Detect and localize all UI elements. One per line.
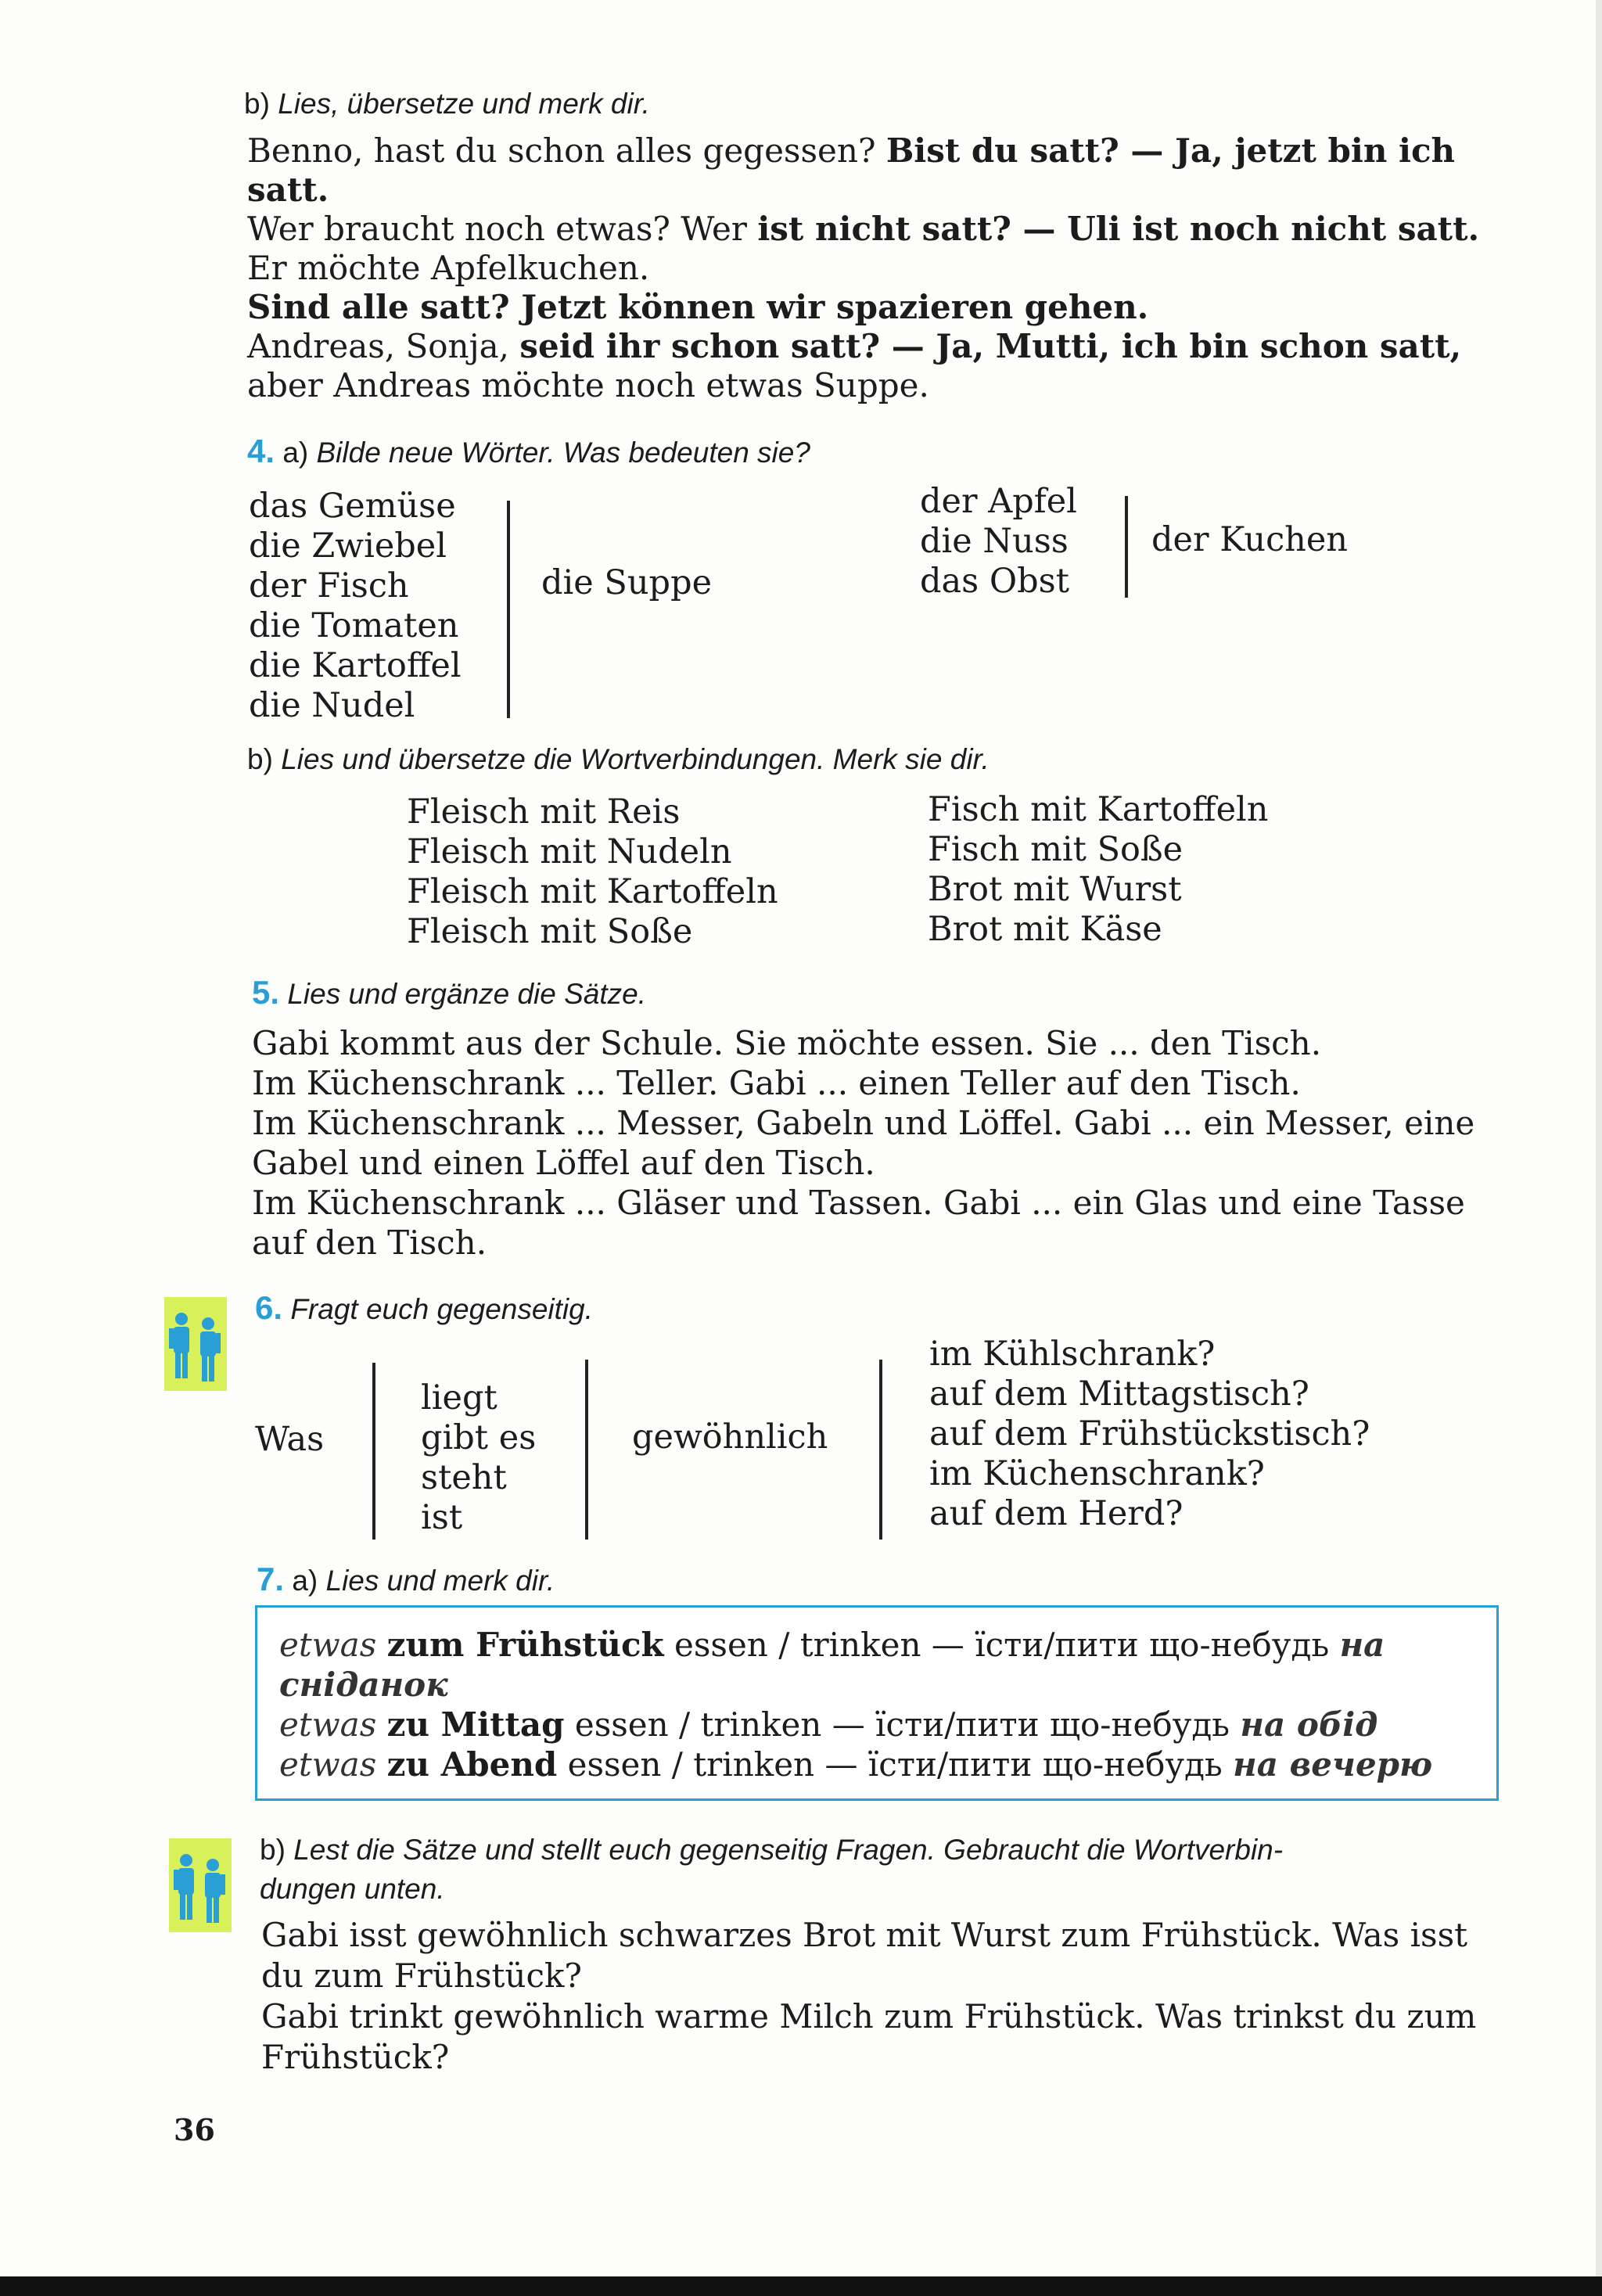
word-item: die Tomaten [249, 606, 459, 645]
verb-item: steht [421, 1458, 507, 1497]
word-list-right [920, 482, 1077, 602]
phrase-item: Fleisch mit Nudeln [407, 832, 732, 871]
divider [1125, 496, 1128, 598]
phrase-item: Brot mit Käse [928, 910, 1162, 949]
exercise-number: 7. [257, 1561, 285, 1597]
text-line: Gabel und einen Löffel auf den Tisch. [252, 1144, 875, 1182]
text-line: Andreas, Sonja, seid ihr schon satt? — Ja, Mutti, ich bin schon satt, [247, 327, 1462, 365]
vocab-line-breakfast: etwas zum Frühstück essen / trinken — їсти/пити що-небудь на [279, 1626, 1385, 1664]
exercise-3b-instruction: b) Lies, übersetze und merk dir. [244, 88, 650, 120]
text-line: du zum Frühstück? [261, 1956, 582, 1995]
divider [372, 1363, 375, 1540]
compound-target-kuchen: der Kuchen [1151, 520, 1348, 559]
divider [507, 501, 510, 718]
exercise-7b-instruction: b) Lest die Sätze und stellt euch gegenseitig Fragen. Gebraucht die Wortverbin- dungen unten. [260, 1834, 1284, 1905]
phrase-list-left [407, 792, 778, 952]
exercise-7-instruction: 7. a) Lies und merk dir. [257, 1561, 555, 1597]
word-item: der Apfel [920, 482, 1077, 521]
text-line: Wer braucht noch etwas? Wer ist nicht satt? — Uli ist noch nicht satt. [247, 210, 1480, 248]
exercise-5-instruction: 5. Lies und ergänze die Sätze. [252, 974, 647, 1011]
exercise-5-text [252, 1023, 1474, 1263]
exercise-4b-instruction: b) Lies und übersetze die Wortverbindungen. Merk sie dir. [247, 743, 990, 775]
text-line: Frühstück? [261, 2038, 450, 2076]
text-line: aber Andreas möchte noch etwas Suppe. [247, 366, 929, 404]
word-item: die Nuss [920, 522, 1069, 561]
location-item: auf dem Frühstückstisch? [929, 1414, 1370, 1453]
divider [585, 1360, 588, 1540]
text-line: Gabi trinkt gewöhnlich warme Milch zum Frühstück. Was trinkst du zum [261, 1997, 1477, 2035]
text-line: Gabi kommt aus der Schule. Sie möchte essen. Sie ... den Tisch. [252, 1024, 1322, 1062]
pair-work-icon [169, 1838, 232, 1932]
location-item: im Kühlschrank? [929, 1335, 1216, 1374]
text-line: Er möchte Apfelkuchen. [247, 249, 650, 287]
divider [879, 1360, 882, 1540]
location-item: auf dem Mittagstisch? [929, 1374, 1309, 1414]
text-line: Im Küchenschrank ... Messer, Gabeln und Löffel. Gabi ... ein Messer, eine [252, 1104, 1475, 1142]
page-edge [1596, 0, 1602, 2296]
adverb: gewöhnlich [632, 1417, 828, 1457]
phrase-item: Fleisch mit Soße [407, 912, 693, 951]
vocab-line-lunch: etwas zu Mittag essen / trinken — їсти/пити що-небудь на обід [279, 1705, 1378, 1744]
verb-item: liegt [421, 1378, 497, 1417]
word-item: die Zwiebel [249, 526, 447, 566]
exercise-number: 6. [255, 1289, 283, 1326]
word-item: das Obst [920, 562, 1070, 601]
vocab-line-breakfast-cont: сніданок [279, 1665, 448, 1704]
phrase-list-right [928, 790, 1269, 950]
exercise-number: 5. [252, 974, 280, 1011]
word-list-left [249, 487, 462, 726]
word-item: der Fisch [249, 566, 409, 605]
location-item: im Küchenschrank? [929, 1454, 1265, 1493]
text-line: Gabi isst gewöhnlich schwarzes Brot mit Wurst zum Frühstück. Was isst [261, 1916, 1468, 1954]
pair-work-icon [164, 1297, 227, 1391]
scan-border [0, 2276, 1602, 2296]
compound-target-suppe: die Suppe [541, 563, 713, 602]
location-item: auf dem Herd? [929, 1494, 1184, 1533]
exercise-7b-text [261, 1915, 1476, 2078]
exercise-number: 4. [247, 433, 275, 469]
page-number: 36 [174, 2112, 215, 2147]
vocab-line-dinner: etwas zu Abend essen / trinken — їсти/пити що-небудь на вечерю [279, 1745, 1433, 1784]
location-list [929, 1335, 1370, 1534]
question-word: Was [255, 1420, 325, 1459]
text-line: Im Küchenschrank ... Gläser und Tassen. Gabi ... ein Glas und eine Tasse [252, 1184, 1465, 1222]
verb-item: gibt es [421, 1418, 537, 1457]
word-item: das Gemüse [249, 487, 456, 526]
word-item: die Kartoffel [249, 646, 462, 685]
exercise-6-instruction: 6. Fragt euch gegenseitig. [255, 1289, 594, 1326]
exercise-4-instruction: 4. a) Bilde neue Wörter. Was bedeuten sie? [247, 433, 810, 469]
phrase-item: Fleisch mit Kartoffeln [407, 872, 778, 911]
text-line: Benno, hast du schon alles gegessen? Bist du satt? — Ja, jetzt bin ich [247, 131, 1456, 170]
word-item: die Nudel [249, 686, 415, 725]
phrase-item: Fleisch mit Reis [407, 792, 681, 832]
text-line: Sind alle satt? Jetzt können wir spazieren gehen. [247, 288, 1149, 326]
verb-list [421, 1378, 536, 1538]
phrase-item: Fisch mit Kartoffeln [928, 790, 1269, 829]
vocabulary-box [255, 1605, 1499, 1801]
text-line: satt. [247, 171, 329, 209]
phrase-item: Fisch mit Soße [928, 830, 1184, 869]
verb-item: ist [421, 1498, 463, 1537]
text-line: auf den Tisch. [252, 1223, 487, 1262]
phrase-item: Brot mit Wurst [928, 870, 1182, 909]
text-line: Im Küchenschrank ... Teller. Gabi ... einen Teller auf den Tisch. [252, 1064, 1301, 1102]
exercise-3b-text [247, 131, 1479, 405]
